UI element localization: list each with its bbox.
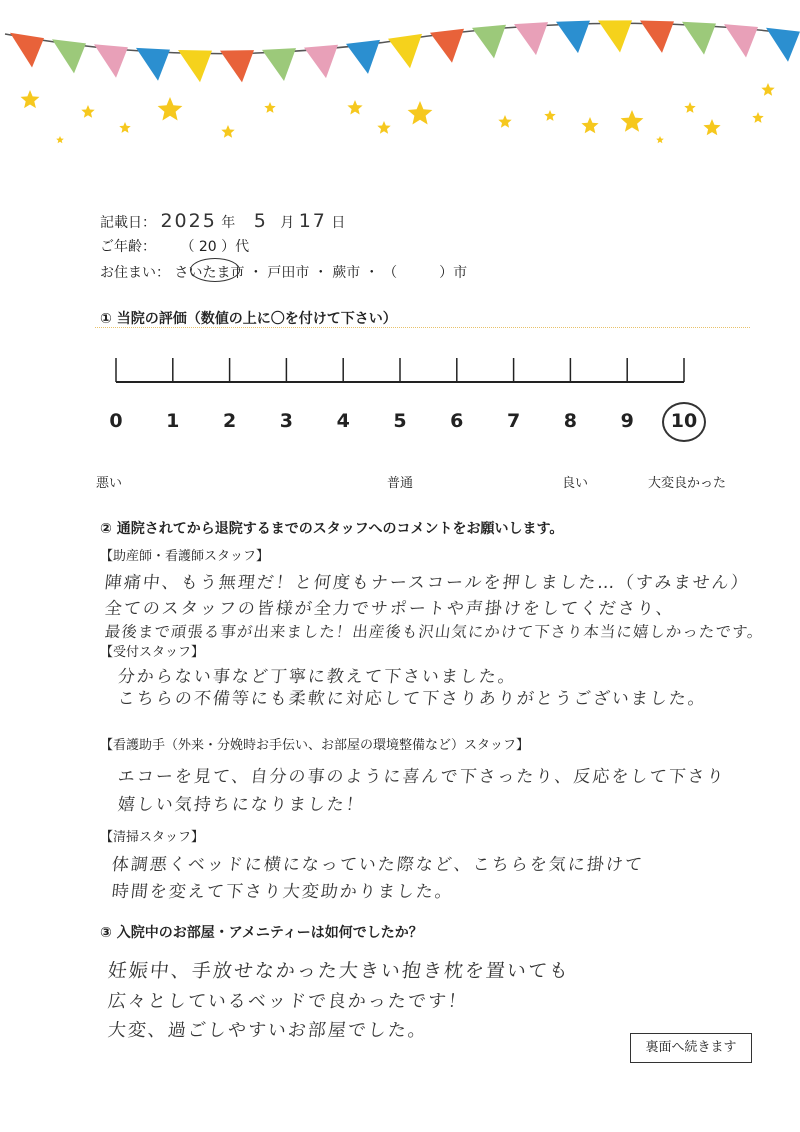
date-day: 17: [298, 210, 327, 232]
midwife-comment-line-3: 最後まで頑張る事が出来ました！出産後も沢山気にかけて下さり本当に嬉しかったです。: [103, 623, 765, 641]
bunting-flag: [262, 48, 296, 81]
star-icon: [544, 110, 555, 121]
bunting-flag: [598, 20, 632, 52]
reception-comment-line-2: こちらの不備等にも柔軟に対応して下さりありがとうございました。: [116, 689, 708, 709]
rating-scale: [100, 352, 710, 412]
midwife-comment-line-1: 陣痛中、もう無理だ！と何度もナースコールを押しました…（すみません）: [103, 573, 751, 593]
bunting-flag: [766, 28, 800, 62]
scale-number-8: 8: [563, 410, 578, 432]
cleaning-comment-line-1: 体調悪くベッドに横になっていた際など、こちらを気に掛けて: [110, 855, 645, 875]
age-row: [100, 236, 249, 256]
scale-number-2: 2: [222, 410, 237, 432]
room-comment-line-2: 広々としているベッドで良かったです！: [106, 991, 469, 1012]
scale-number-3: 3: [279, 410, 294, 432]
star-decorations: [21, 83, 775, 143]
star-icon: [21, 90, 40, 108]
bunting-flag: [514, 22, 548, 55]
scale-number-0: 0: [109, 410, 123, 432]
date-day-unit: 日: [331, 215, 346, 231]
scale-number-1: 1: [166, 410, 180, 432]
cleaning-staff-label: 【清掃スタッフ】: [100, 830, 205, 845]
date-year-unit: 年: [221, 215, 236, 231]
bunting-flag: [136, 48, 170, 81]
scale-number-4: 4: [336, 410, 350, 432]
bunting-flag: [430, 29, 464, 63]
section1-rule: [95, 327, 750, 328]
bunting-flag: [640, 20, 674, 52]
star-icon: [408, 101, 433, 125]
rating-scale-numbers: [100, 408, 710, 438]
section3-title: ③ 入院中のお部屋・アメニティーは如何でしたか？: [100, 925, 423, 941]
bunting-flag: [346, 40, 380, 74]
section2-title: ② 通院されてから退院するまでのスタッフへのコメントをお願いします。: [100, 521, 564, 537]
bunting-flag: [682, 22, 716, 55]
star-icon: [264, 102, 275, 113]
rating-label-normal: 普通: [387, 476, 414, 491]
residence-label: お住まい：: [100, 265, 170, 281]
star-icon: [377, 121, 390, 134]
rating-label-good: 良い: [562, 476, 589, 491]
bunting-flags: [10, 20, 800, 82]
star-icon: [752, 112, 763, 123]
star-icon: [621, 110, 644, 132]
bunting-flag: [52, 39, 86, 73]
room-comment-line-1: 妊娠中、手放せなかった大きい抱き枕を置いても: [106, 960, 572, 982]
residence-options: さいたま市 ・ 戸田市 ・ 蕨市 ・ （ ）市: [174, 265, 468, 281]
star-icon: [119, 122, 130, 133]
residence-selected-circle: [190, 258, 240, 282]
date-label: 記載日：: [100, 215, 156, 231]
bunting-flag: [388, 34, 422, 68]
selected-rating-circle: [662, 402, 706, 442]
scale-number-9: 9: [620, 410, 634, 432]
residence-row: [100, 262, 467, 282]
cleaning-comment-line-2: 時間を変えて下さり大変助かりました。: [110, 882, 455, 902]
bunting-flag: [304, 45, 338, 78]
bunting-flag: [724, 24, 758, 57]
star-icon: [158, 97, 183, 121]
assistant-comment-line-1: エコーを見て、自分の事のように喜んで下さったり、反応をして下さり: [116, 767, 727, 787]
bunting-flag: [220, 50, 254, 82]
star-icon: [56, 136, 64, 143]
reception-comment-line-1: 分からない事など丁寧に教えて下さいました。: [116, 667, 518, 687]
scale-number-6: 6: [450, 410, 464, 432]
bunting-flag: [556, 21, 590, 54]
star-icon: [684, 102, 695, 113]
rating-label-bad: 悪い: [96, 476, 123, 491]
star-icon: [81, 105, 94, 118]
rating-scale-line: [100, 352, 710, 392]
reception-staff-label: 【受付スタッフ】: [100, 645, 205, 660]
star-icon: [221, 125, 234, 138]
bunting-flag: [178, 50, 212, 82]
assistant-comment-line-2: 嬉しい気持ちになりました！: [116, 795, 366, 815]
date-year: 2025: [160, 210, 217, 232]
age-value: （ 20 ）代: [180, 239, 250, 255]
star-icon: [761, 83, 774, 96]
scale-number-5: 5: [393, 410, 407, 432]
rating-label-very-good: 大変良かった: [648, 476, 727, 491]
date-month: 5: [253, 210, 268, 232]
date-row: [100, 210, 345, 232]
section1-title: ① 当院の評価（数値の上に〇を付けて下さい）: [100, 311, 397, 327]
continue-on-back-box: 裏面へ続きます: [630, 1033, 752, 1063]
star-icon: [347, 100, 362, 115]
star-icon: [656, 136, 664, 143]
bunting-flag: [472, 25, 506, 59]
star-icon: [703, 119, 720, 135]
date-month-unit: 月: [280, 215, 295, 231]
midwife-staff-label: 【助産師・看護師スタッフ】: [100, 549, 270, 564]
bunting-banner: [0, 0, 800, 160]
bunting-flag: [10, 33, 44, 68]
age-label: ご年齢：: [100, 239, 156, 255]
star-icon: [581, 117, 598, 133]
star-icon: [498, 115, 511, 128]
midwife-comment-line-2: 全てのスタッフの皆様が全力でサポートや声掛けをしてくださり、: [103, 599, 676, 619]
room-comment-line-3: 大変、過ごしやすいお部屋でした。: [106, 1020, 429, 1041]
assistant-staff-label: 【看護助手（外来・分娩時お手伝い、お部屋の環境整備など）スタッフ】: [100, 738, 530, 753]
scale-number-7: 7: [506, 410, 521, 432]
bunting-flag: [94, 44, 128, 78]
scale-number-10: 10: [670, 410, 698, 432]
